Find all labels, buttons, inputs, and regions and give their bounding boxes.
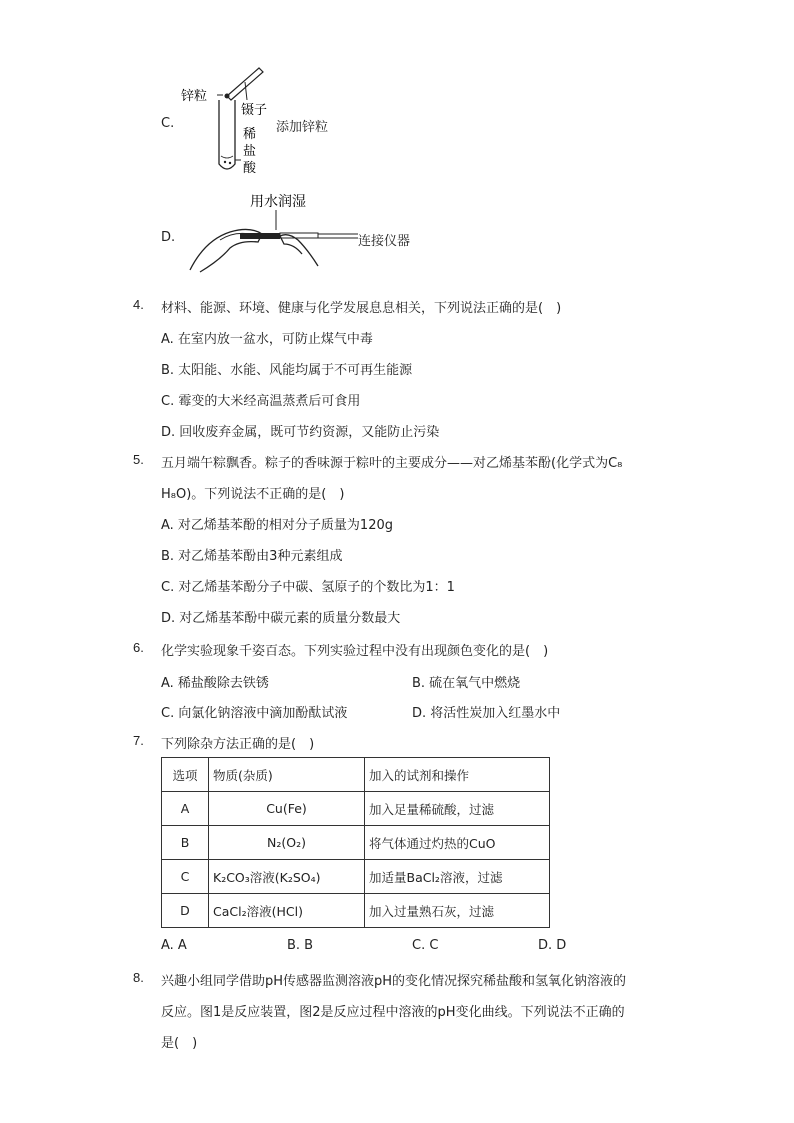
option-a: A. 在室内放一盆水，可防止煤气中毒 <box>161 332 373 347</box>
table-row <box>162 826 550 860</box>
question-number: 4. <box>133 297 144 312</box>
option-c: C. 霉变的大米经高温蒸煮后可食用 <box>161 394 361 409</box>
option-d: D. D <box>538 938 567 953</box>
rubber-tube <box>280 233 318 238</box>
connect-apparatus-illustration <box>180 190 360 275</box>
acid-label-2: 盐 <box>243 144 257 159</box>
option-b: B. 太阳能、水能、风能均属于不可再生能源 <box>161 363 413 378</box>
acid-label-1: 稀 <box>243 127 257 142</box>
option-c: C. 对乙烯基苯酚分子中碳、氢原子的个数比为1：1 <box>161 580 455 595</box>
table-cell: B <box>162 826 209 860</box>
option-c-letter: C. <box>161 116 175 131</box>
table-row <box>162 860 550 894</box>
acid-label-3: 酸 <box>243 161 257 176</box>
wet-label: 用水润湿 <box>250 194 306 210</box>
question-stem-line-1: 兴趣小组同学借助pH传感器监测溶液pH的变化情况探究稀盐酸和氢氧化钠溶液的 <box>161 974 627 989</box>
option-b: B. B <box>287 938 314 953</box>
table-cell: A <box>162 792 209 826</box>
question-stem: 材料、能源、环境、健康与化学发展息息相关，下列说法正确的是( ) <box>161 301 562 316</box>
question-number: 8. <box>133 970 144 985</box>
table-header-row <box>162 758 550 792</box>
table-cell: 加适量BaCl₂溶液，过滤 <box>365 860 550 894</box>
table-header-cell: 加入的试剂和操作 <box>365 758 550 792</box>
table-cell: C <box>162 860 209 894</box>
option-c: C. C <box>412 938 439 953</box>
table-header-cell: 选项 <box>162 758 209 792</box>
option-b: B. 对乙烯基苯酚由3种元素组成 <box>161 549 343 564</box>
table-cell: N₂(O₂) <box>209 826 365 860</box>
option-b: B. 硫在氧气中燃烧 <box>412 676 521 691</box>
question-stem-line-2: H₈O)。下列说法不正确的是( ) <box>161 487 345 502</box>
option-c: C. 向氯化钠溶液中滴加酚酞试液 <box>161 706 348 721</box>
option-a: A. 稀盐酸除去铁锈 <box>161 676 269 691</box>
zinc-adding-illustration <box>175 60 285 180</box>
option-d: D. 将活性炭加入红墨水中 <box>412 706 561 721</box>
right-hand <box>280 235 318 266</box>
options-table <box>161 757 550 928</box>
table-cell: 将气体通过灼热的CuO <box>365 826 550 860</box>
zinc-label: 锌粒 <box>181 89 208 104</box>
table-cell: D <box>162 894 209 928</box>
question-stem-line-1: 五月端午粽飘香。粽子的香味源于粽叶的主要成分——对乙烯基苯酚(化学式为C₈ <box>161 456 623 471</box>
table-row <box>162 792 550 826</box>
table-header-cell: 物质(杂质) <box>209 758 365 792</box>
option-a: A. 对乙烯基苯酚的相对分子质量为120g <box>161 518 393 533</box>
option-d-letter: D. <box>161 230 176 245</box>
table-cell: Cu(Fe) <box>209 792 365 826</box>
option-d-caption: 连接仪器 <box>358 234 411 249</box>
option-d: D. 回收废弃金属，既可节约资源，又能防止污染 <box>161 425 440 440</box>
question-stem-line-3: 是( ) <box>161 1036 198 1051</box>
table-cell: 加入过量熟石灰，过滤 <box>365 894 550 928</box>
question-number: 5. <box>133 452 144 467</box>
question-number: 7. <box>133 733 144 748</box>
question-stem-line-2: 反应。图1是反应装置，图2是反应过程中溶液的pH变化曲线。下列说法不正确的 <box>161 1005 625 1020</box>
table-row <box>162 894 550 928</box>
tweezers-label: 镊子 <box>241 103 268 118</box>
option-a: A. A <box>161 938 187 953</box>
question-number: 6. <box>133 640 144 655</box>
question-stem: 下列除杂方法正确的是( ) <box>161 737 315 752</box>
option-c-caption: 添加锌粒 <box>276 120 329 135</box>
table-cell: 加入足量稀硫酸，过滤 <box>365 792 550 826</box>
question-stem: 化学实验现象千姿百态。下列实验过程中没有出现颜色变化的是( ) <box>161 644 549 659</box>
glass-tube <box>240 233 280 239</box>
test-tube <box>219 100 235 169</box>
option-d: D. 对乙烯基苯酚中碳元素的质量分数最大 <box>161 611 401 626</box>
table-cell: CaCl₂溶液(HCl) <box>209 894 365 928</box>
table-cell: K₂CO₃溶液(K₂SO₄) <box>209 860 365 894</box>
